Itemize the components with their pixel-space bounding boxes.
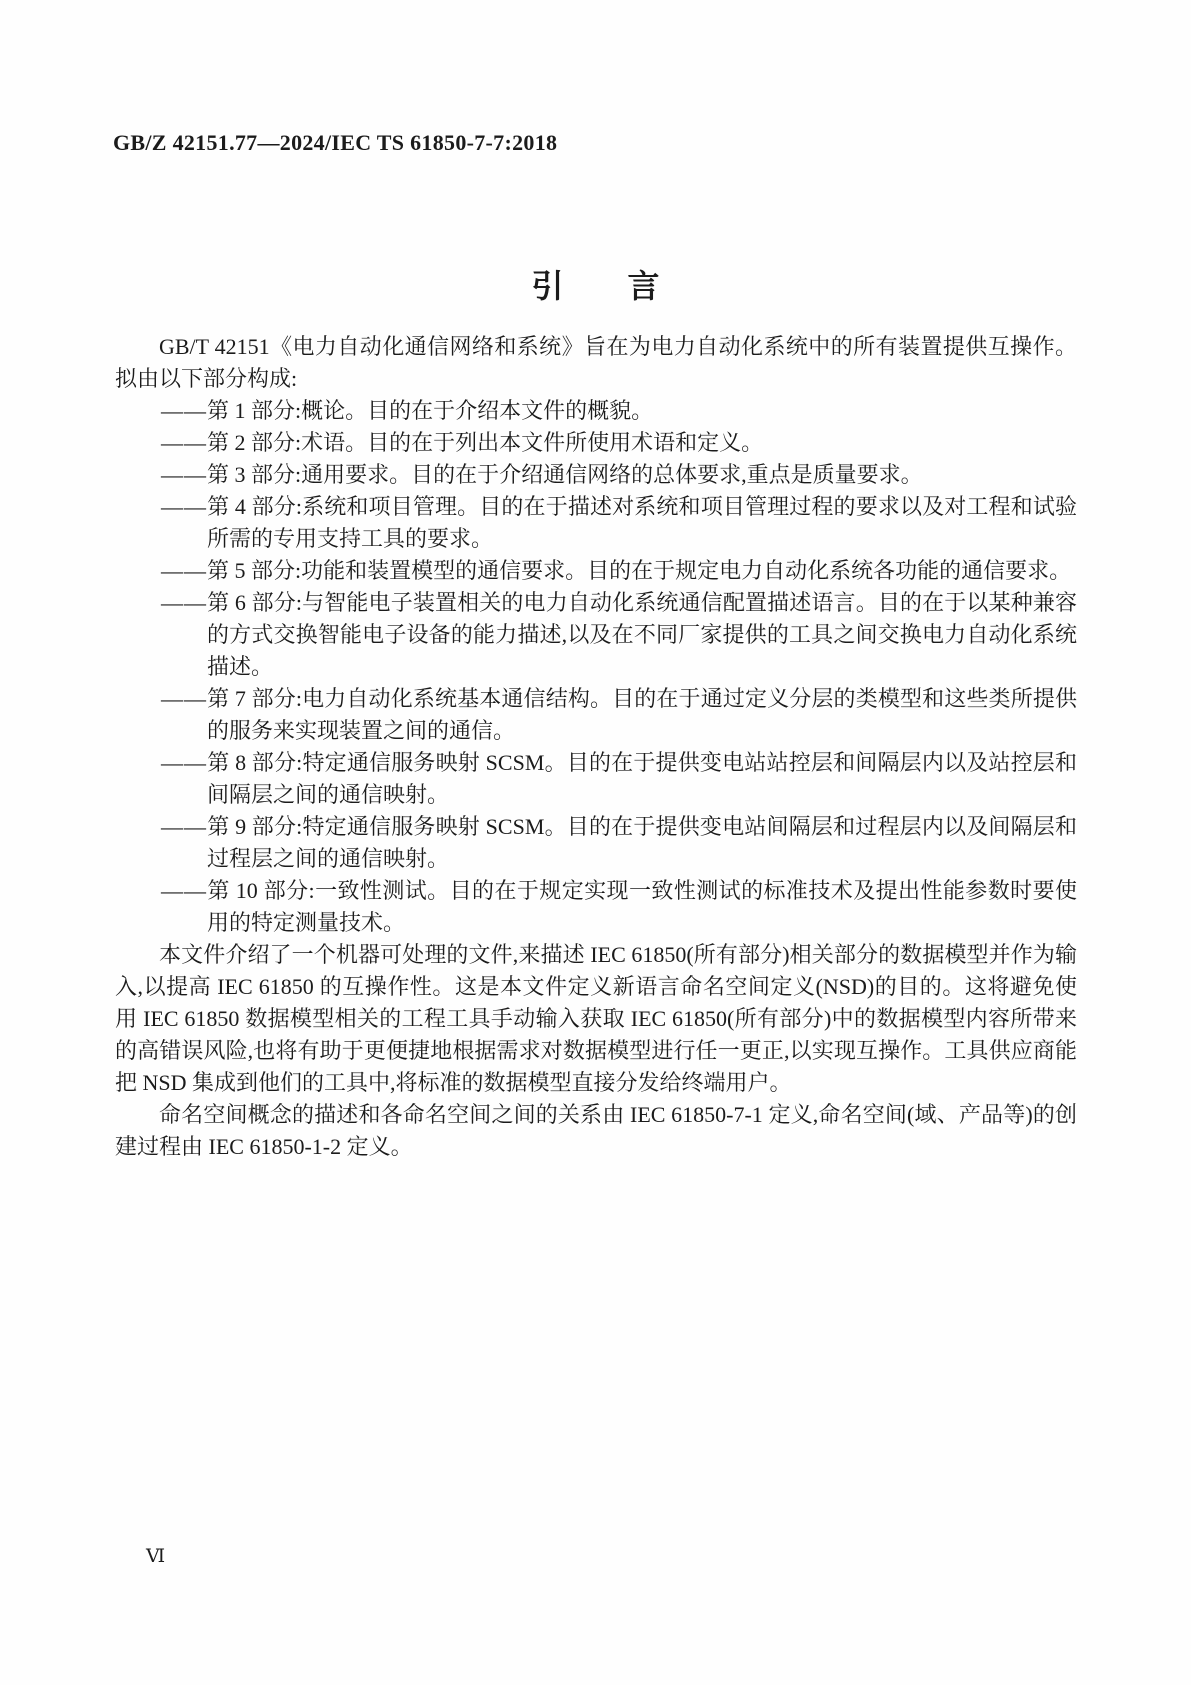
list-item-text: 第 3 部分:通用要求。目的在于介绍通信网络的总体要求,重点是质量要求。 (207, 462, 923, 487)
list-item-part-1 (115, 395, 1077, 427)
list-item-part-9 (115, 811, 1077, 875)
list-item-text: 第 8 部分:特定通信服务映射 SCSM。目的在于提供变电站站控层和间隔层内以及站控层和间隔层之间的通信映射。 (207, 750, 1077, 807)
intro-paragraph-1: GB/T 42151《电力自动化通信网络和系统》旨在为电力自动化系统中的所有装置提供互操作。拟由以下部分构成: (115, 334, 1077, 391)
list-item-text: 第 9 部分:特定通信服务映射 SCSM。目的在于提供变电站间隔层和过程层内以及间隔层和过程层之间的通信映射。 (207, 814, 1077, 871)
document-body (115, 331, 1077, 1163)
parts-list (115, 395, 1077, 939)
list-dash: —— (161, 814, 207, 839)
list-item-part-2 (115, 427, 1077, 459)
list-dash: —— (161, 750, 207, 775)
list-dash: —— (161, 494, 207, 519)
list-item-part-3 (115, 459, 1077, 491)
list-dash: —— (161, 398, 207, 423)
list-item-text: 第 5 部分:功能和装置模型的通信要求。目的在于规定电力自动化系统各功能的通信要求。 (207, 558, 1072, 583)
list-dash: —— (161, 878, 207, 903)
list-item-part-8 (115, 747, 1077, 811)
page-title: 引 言 (531, 268, 660, 305)
standard-code-header: GB/Z 42151.77—2024/IEC TS 61850-7-7:2018 (113, 130, 558, 155)
list-item-text: 第 10 部分:一致性测试。目的在于规定实现一致性测试的标准技术及提出性能参数时要使用的特定测量技术。 (207, 878, 1077, 935)
list-dash: —— (161, 462, 207, 487)
intro-paragraph-3: 命名空间概念的描述和各命名空间之间的关系由 IEC 61850-7-1 定义,命名空间(域、产品等)的创建过程由 IEC 61850-1-2 定义。 (115, 1102, 1077, 1159)
list-dash: —— (161, 430, 207, 455)
list-dash: —— (161, 686, 207, 711)
list-item-part-10 (115, 875, 1077, 939)
list-item-text: 第 1 部分:概论。目的在于介绍本文件的概貌。 (207, 398, 654, 423)
page-number: Ⅵ (146, 1546, 166, 1567)
intro-paragraph-2: 本文件介绍了一个机器可处理的文件,来描述 IEC 61850(所有部分)相关部分的数据模型并作为输入,以提高 IEC 61850 的互操作性。这是本文件定义新语言命名空间定义(NSD)的目的。这将避免使用 IEC 61850 数据模型相关的工程工具手动输入获取 IEC 61850(所有部分)中的数据模型内容所带来的高错误风险,也将有助于更便捷地根据需求对数据模型进行任一更正,以实现互操作。工具供应商能把 NSD 集成到他们的工具中,将标准的数据模型直接分发给终端用户。 (115, 942, 1077, 1095)
list-item-part-6 (115, 587, 1077, 683)
list-dash: —— (161, 590, 207, 615)
list-item-part-5 (115, 555, 1077, 587)
list-item-part-4 (115, 491, 1077, 555)
list-item-text: 第 7 部分:电力自动化系统基本通信结构。目的在于通过定义分层的类模型和这些类所提供的服务来实现装置之间的通信。 (207, 686, 1077, 743)
list-dash: —— (161, 558, 207, 583)
list-item-text: 第 6 部分:与智能电子装置相关的电力自动化系统通信配置描述语言。目的在于以某种兼容的方式交换智能电子设备的能力描述,以及在不同厂家提供的工具之间交换电力自动化系统描述。 (207, 590, 1077, 679)
list-item-text: 第 2 部分:术语。目的在于列出本文件所使用术语和定义。 (207, 430, 764, 455)
list-item-text: 第 4 部分:系统和项目管理。目的在于描述对系统和项目管理过程的要求以及对工程和试验所需的专用支持工具的要求。 (207, 494, 1077, 551)
list-item-part-7 (115, 683, 1077, 747)
